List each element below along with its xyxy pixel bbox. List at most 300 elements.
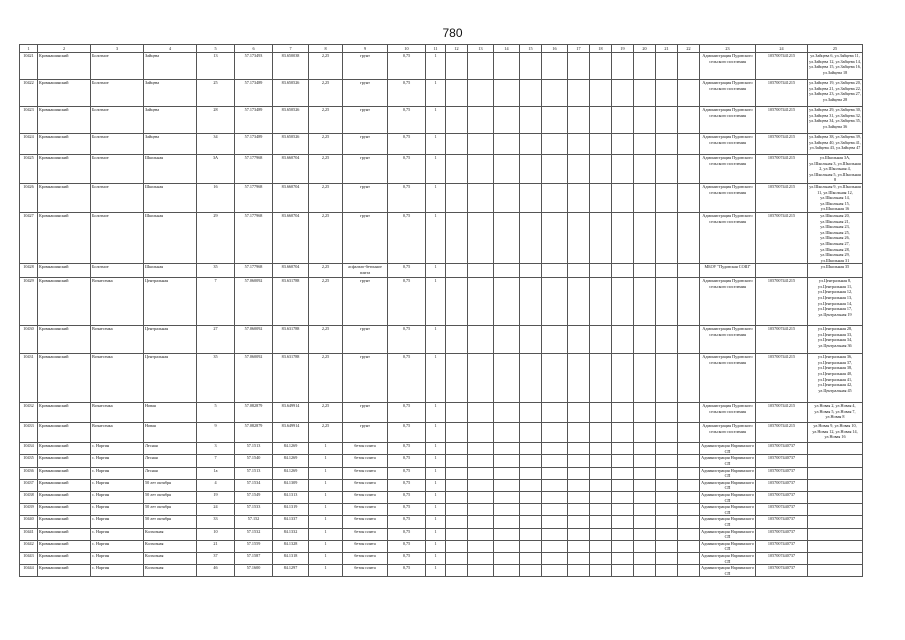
table-cell: ул.Школьная 9, ул.Школьная 11, ул.Школьная 12, ул.Школьная 14, ул.Школьная 15, ул.Школьная 16 [809, 183, 861, 212]
table-cell: Зайцева [144, 53, 197, 80]
table-row [20, 107, 863, 134]
table-cell [568, 443, 590, 455]
table-cell [656, 479, 678, 491]
table-cell [656, 155, 678, 184]
table-cell: 57.1587 [235, 552, 273, 564]
table-cell [542, 552, 568, 564]
table-cell [634, 403, 656, 423]
table-cell [542, 423, 568, 443]
table-cell [678, 540, 700, 552]
table-cell: 1 [309, 528, 343, 540]
table-cell [656, 134, 678, 155]
table-cell [520, 552, 542, 564]
table-cell: Зайцева [144, 134, 197, 155]
table-cell [634, 326, 656, 354]
table-cell: грунт [343, 53, 388, 80]
table-cell [634, 504, 656, 516]
table-cell [656, 467, 678, 479]
table-cell [568, 467, 590, 479]
table-cell [678, 479, 700, 491]
table-cell [568, 278, 590, 326]
table-cell: 0,75 [388, 565, 426, 577]
table-cell [656, 492, 678, 504]
table-cell [468, 212, 494, 263]
table-cell: 0,75 [388, 107, 426, 134]
table-row [20, 492, 863, 504]
table-cell: 1 [426, 565, 446, 577]
table-cell [590, 53, 612, 80]
table-cell [656, 107, 678, 134]
table-cell [568, 528, 590, 540]
table-cell [468, 155, 494, 184]
table-cell: ул.Зайцева 29, ул.Зайцева 30, ул.Зайцева 31, ул.Зайцева 32, ул.Зайцева 34, ул.Зайцева 35, ул.Зайцева 36 [808, 107, 863, 134]
table-cell: 2,25 [309, 278, 343, 326]
table-cell [468, 540, 494, 552]
table-cell: 57.173493 [235, 53, 273, 80]
table-cell [542, 528, 568, 540]
table-cell: 0,75 [388, 528, 426, 540]
table-cell [446, 183, 468, 212]
table-cell [494, 212, 520, 263]
table-cell [520, 212, 542, 263]
table-cell [590, 278, 612, 326]
table-cell: Школьная [144, 183, 197, 212]
table-cell [612, 443, 634, 455]
table-cell [634, 134, 656, 155]
table-cell: бетон плита [343, 467, 388, 479]
table-cell [656, 403, 678, 423]
table-cell [634, 53, 656, 80]
table-cell: 1057007440737 [756, 467, 808, 479]
table-cell [494, 155, 520, 184]
table-cell: 7 [197, 278, 235, 326]
table-cell [468, 183, 494, 212]
table-cell: 1057007440737 [756, 504, 808, 516]
table-cell [612, 504, 634, 516]
table-cell [446, 53, 468, 80]
table-cell [808, 479, 863, 491]
column-header: 5 [197, 45, 235, 53]
table-cell: 1057007441215 [756, 53, 808, 80]
table-cell: Болотное [91, 53, 144, 80]
table-cell [678, 107, 700, 134]
column-header: 15 [520, 45, 542, 53]
table-cell: 2,25 [309, 354, 343, 403]
table-cell [494, 53, 520, 80]
table-cell: 2,25 [309, 107, 343, 134]
column-header: 23 [700, 45, 756, 53]
table-cell: Кромкашинский [38, 134, 91, 155]
table-cell: Администрация Пудовского сельского поселения [700, 155, 756, 184]
table-cell [568, 326, 590, 354]
table-cell: 57.082879 [235, 423, 273, 443]
table-cell: 27 [197, 326, 235, 354]
table-cell [468, 278, 494, 326]
table-cell [542, 540, 568, 552]
table-cell [542, 326, 568, 354]
table-cell [634, 354, 656, 403]
table-cell: 0,75 [388, 423, 426, 443]
table-cell [494, 278, 520, 326]
table-cell: с. Наргин [91, 467, 144, 479]
table-cell [520, 565, 542, 577]
table-cell [446, 423, 468, 443]
table-cell [656, 504, 678, 516]
table-cell: Кромкашинский [38, 212, 91, 263]
table-cell: ул.Зайцева 38, ул.Зайцева 39, ул.Зайцева 40, ул.Зайцева 41, ул.Зайцева 43, ул.Зайцева 47 [808, 134, 863, 155]
table-cell [808, 516, 863, 528]
table-cell [590, 443, 612, 455]
column-header: 21 [656, 45, 678, 53]
table-cell: 1057007441215 [756, 423, 808, 443]
column-header: 2 [38, 45, 91, 53]
table-cell [590, 155, 612, 184]
table-cell [590, 565, 612, 577]
table-cell [542, 504, 568, 516]
table-cell: 10422 [20, 80, 38, 107]
table-cell: 57.1534 [235, 479, 273, 491]
table-cell [568, 107, 590, 134]
table-cell: Администрация Пудовского сельского поселения [700, 326, 756, 354]
table-cell: 57.1549 [235, 492, 273, 504]
table-cell: грунт [343, 212, 388, 263]
column-header: 12 [446, 45, 468, 53]
table-cell: 1 [309, 504, 343, 516]
table-cell: Администрация Нарпинского СП [701, 479, 754, 491]
table-row [20, 134, 863, 155]
table-cell [520, 80, 542, 107]
table-cell [656, 540, 678, 552]
table-cell [678, 565, 700, 577]
table-cell: Болотное [91, 264, 144, 278]
table-cell: 57.177968 [235, 264, 273, 278]
table-cell: 84.1319 [273, 504, 309, 516]
table-cell [808, 504, 863, 516]
table-cell [494, 107, 520, 134]
table-row [20, 455, 863, 467]
table-cell: Администрация Нарпинского СП [701, 565, 754, 576]
table-cell: грунт [343, 354, 388, 403]
table-cell: Лесная [144, 467, 197, 479]
table-cell: бетон плита [343, 443, 388, 455]
table-cell [656, 354, 678, 403]
table-cell: 50 лет октября [144, 479, 197, 491]
table-cell [590, 455, 612, 467]
table-cell: 83.660704 [273, 155, 309, 184]
table-cell: 10426 [20, 183, 38, 212]
table-row [20, 552, 863, 564]
table-cell [678, 455, 700, 467]
table-cell: 10430 [20, 326, 38, 354]
table-cell: Вознесенка [91, 403, 144, 423]
table-cell [808, 528, 863, 540]
table-cell [590, 134, 612, 155]
table-cell: Кромкашинский [38, 516, 91, 528]
table-cell [612, 212, 634, 263]
table-cell: Новая [144, 423, 197, 443]
table-cell [678, 528, 700, 540]
table-cell [520, 479, 542, 491]
table-cell [590, 183, 612, 212]
table-cell: 1057007441215 [756, 134, 808, 155]
table-cell: с. Наргин [91, 492, 144, 504]
table-cell: 1 [426, 107, 446, 134]
table-cell [568, 516, 590, 528]
table-cell [612, 455, 634, 467]
table-cell: 1 [426, 479, 446, 491]
table-cell: ул.Центральная 28, ул.Центральная 33, ул.Центральная 34, ул.Центральная 36 [808, 326, 863, 354]
table-cell: 2,25 [309, 212, 343, 263]
table-cell: Администрация Пудовского сельского поселения [700, 354, 756, 403]
table-cell [612, 403, 634, 423]
table-cell: 1057007440737 [756, 443, 808, 455]
table-cell [494, 80, 520, 107]
table-cell: 1057007441215 [756, 403, 808, 423]
table-cell [542, 264, 568, 278]
table-cell: с. Наргин [91, 504, 144, 516]
table-cell: ул.Зайцева 6, ул.Зайцева 11, ул.Зайцева 12, ул.Зайцева 14, ул.Зайцева 15, ул.Зайцева 16, ул.Зайцева 18 [808, 53, 863, 80]
table-row [20, 467, 863, 479]
table-cell: 57.152 [235, 516, 273, 528]
table-cell: 1 [426, 516, 446, 528]
table-cell [590, 467, 612, 479]
table-cell: Администрация Нарпинского СП [701, 492, 754, 503]
table-cell: Администрация Пудовского сельского поселения [700, 183, 756, 212]
table-cell: с. Наргин [91, 516, 144, 528]
table-cell [634, 528, 656, 540]
table-cell: Администрация Нарпинского СП [701, 443, 754, 454]
table-cell [634, 516, 656, 528]
table-cell [494, 455, 520, 467]
table-cell [468, 264, 494, 278]
table-row [20, 326, 863, 354]
table-cell [568, 53, 590, 80]
table-cell [568, 540, 590, 552]
table-cell: 57.177968 [235, 155, 273, 184]
table-cell [634, 540, 656, 552]
table-cell: бетон плита [343, 516, 388, 528]
table-cell: 3А [197, 155, 235, 184]
table-cell: 33 [197, 516, 235, 528]
table-cell: грунт [343, 155, 388, 184]
table-cell: 83.650526 [273, 134, 309, 155]
table-cell: 1057007441215 [756, 155, 808, 184]
table-row [20, 403, 863, 423]
table-cell: 2,25 [309, 423, 343, 443]
table-cell: ул.Школьная 20, ул.Школьная 21, ул.Школьная 23, ул.Школьная 25, ул.Школьная 26, ул.Школьная 27, ул.Школьная 28, ул.Школьная 29, ул.Школьная 31 [808, 212, 863, 263]
table-cell: Администрация Пудовского сельского поселения [700, 212, 756, 263]
table-cell [656, 443, 678, 455]
table-cell [568, 455, 590, 467]
table-cell [520, 516, 542, 528]
table-cell: Новая [144, 403, 197, 423]
table-cell [612, 53, 634, 80]
table-cell: бетон плита [343, 479, 388, 491]
table-cell: 84.1269 [273, 443, 309, 455]
table-cell [494, 516, 520, 528]
table-cell: 0,75 [388, 467, 426, 479]
table-cell [590, 540, 612, 552]
table-cell [446, 278, 468, 326]
table-cell: Администрация Нарпинского СП [701, 455, 754, 467]
table-cell [494, 443, 520, 455]
table-cell [542, 134, 568, 155]
table-cell [808, 467, 863, 479]
column-header: 24 [756, 45, 808, 53]
table-cell: 1 [309, 565, 343, 577]
table-cell [568, 479, 590, 491]
table-cell [590, 528, 612, 540]
table-cell [590, 212, 612, 263]
table-cell [468, 423, 494, 443]
column-header: 9 [343, 45, 388, 53]
table-cell [494, 183, 520, 212]
table-cell: 83.660704 [273, 212, 309, 263]
table-cell [520, 53, 542, 80]
table-cell: Администрация Пудовского сельского поселения [700, 80, 756, 107]
table-cell: 21 [197, 540, 235, 552]
table-cell: 29 [197, 212, 235, 263]
table-cell [678, 264, 700, 278]
table-cell [542, 354, 568, 403]
table-cell: Лесная [144, 443, 197, 455]
column-header: 8 [309, 45, 343, 53]
table-cell [634, 443, 656, 455]
table-cell [612, 278, 634, 326]
table-cell [612, 264, 634, 278]
table-cell [520, 528, 542, 540]
table-cell [468, 134, 494, 155]
table-cell [678, 504, 700, 516]
column-header: 20 [634, 45, 656, 53]
table-cell [468, 455, 494, 467]
table-cell: 57.082879 [235, 403, 273, 423]
table-cell: Администрация Пудовского сельского поселения [700, 403, 756, 423]
table-cell [808, 552, 863, 564]
table-cell [542, 53, 568, 80]
table-cell: грунт [343, 326, 388, 354]
column-header: 4 [144, 45, 197, 53]
table-cell: 1 [426, 528, 446, 540]
table-cell [446, 528, 468, 540]
table-cell: Администрация Нарпинского СП [701, 516, 754, 527]
table-cell [612, 326, 634, 354]
table-cell: 10441 [20, 528, 38, 540]
table-row [20, 423, 863, 443]
table-cell: Болотное [91, 134, 144, 155]
table-cell: 84.1318 [273, 552, 309, 564]
table-cell: 16 [197, 183, 235, 212]
table-cell: 84.1337 [273, 516, 309, 528]
table-cell: Администрация Пудовского сельского поселения [700, 278, 756, 326]
table-cell [568, 80, 590, 107]
table-cell: 10442 [20, 540, 38, 552]
table-cell [678, 467, 700, 479]
table-cell [520, 264, 542, 278]
table-cell [468, 516, 494, 528]
column-header: 6 [235, 45, 273, 53]
table-cell [808, 443, 863, 455]
header-row [20, 45, 863, 53]
table-cell: 1 [426, 326, 446, 354]
table-cell: 83.660704 [273, 264, 309, 278]
table-cell [656, 326, 678, 354]
table-cell: 57.1600 [235, 565, 273, 577]
table-cell: 10444 [20, 565, 38, 577]
table-cell: 0,75 [388, 183, 426, 212]
table-cell: Кромкашинский [38, 326, 91, 354]
table-cell: 1 [426, 183, 446, 212]
table-cell: 34 [197, 134, 235, 155]
table-cell [612, 107, 634, 134]
table-cell: Кромкашинский [38, 107, 91, 134]
table-cell: Кромкашинский [38, 492, 91, 504]
table-cell [494, 326, 520, 354]
table-cell: бетон плита [343, 528, 388, 540]
table-cell: 2,25 [309, 155, 343, 184]
table-cell [494, 528, 520, 540]
table-row [20, 183, 863, 212]
table-cell: 57.173489 [235, 107, 273, 134]
table-cell [634, 264, 656, 278]
table-cell: 1 [426, 212, 446, 263]
table-cell [678, 516, 700, 528]
table-cell: 84.1297 [273, 565, 309, 577]
table-cell [468, 443, 494, 455]
table-cell [468, 403, 494, 423]
table-cell: 1 [309, 516, 343, 528]
table-cell [590, 264, 612, 278]
table-cell: 1 [426, 423, 446, 443]
table-cell [656, 516, 678, 528]
table-cell [634, 107, 656, 134]
table-cell: 1 [426, 354, 446, 403]
table-cell [634, 467, 656, 479]
table-cell: 10 [197, 528, 235, 540]
table-cell: 0,75 [388, 155, 426, 184]
table-cell [542, 455, 568, 467]
table-cell [542, 212, 568, 263]
table-cell: 1 [309, 455, 343, 467]
table-cell: 57.1513 [235, 467, 273, 479]
table-cell [542, 565, 568, 577]
table-cell: 10435 [20, 455, 38, 467]
table-cell: 1 [309, 540, 343, 552]
table-cell: асфальто-бетонное плита [343, 264, 388, 278]
table-cell [634, 183, 656, 212]
table-cell: 1 [426, 492, 446, 504]
table-cell [568, 423, 590, 443]
table-cell: 0,75 [388, 264, 426, 278]
table-cell: 4 [197, 479, 235, 491]
table-cell: с. Наргин [91, 443, 144, 455]
table-cell [590, 552, 612, 564]
table-cell [568, 565, 590, 577]
table-cell: бетон плита [343, 504, 388, 516]
table-cell: грунт [343, 134, 388, 155]
table-cell: 84.1269 [273, 455, 309, 467]
table-cell: 2,25 [309, 326, 343, 354]
table-cell: Зайцева [144, 107, 197, 134]
table-cell [520, 443, 542, 455]
table-cell: Кромкашинский [38, 423, 91, 443]
table-cell: Зайцева [144, 80, 197, 107]
table-cell: Болотное [91, 155, 144, 184]
table-cell [678, 212, 700, 263]
table-cell: Кромкашинский [38, 278, 91, 326]
table-cell: 10432 [20, 403, 38, 423]
table-cell: Лесная [144, 455, 197, 467]
